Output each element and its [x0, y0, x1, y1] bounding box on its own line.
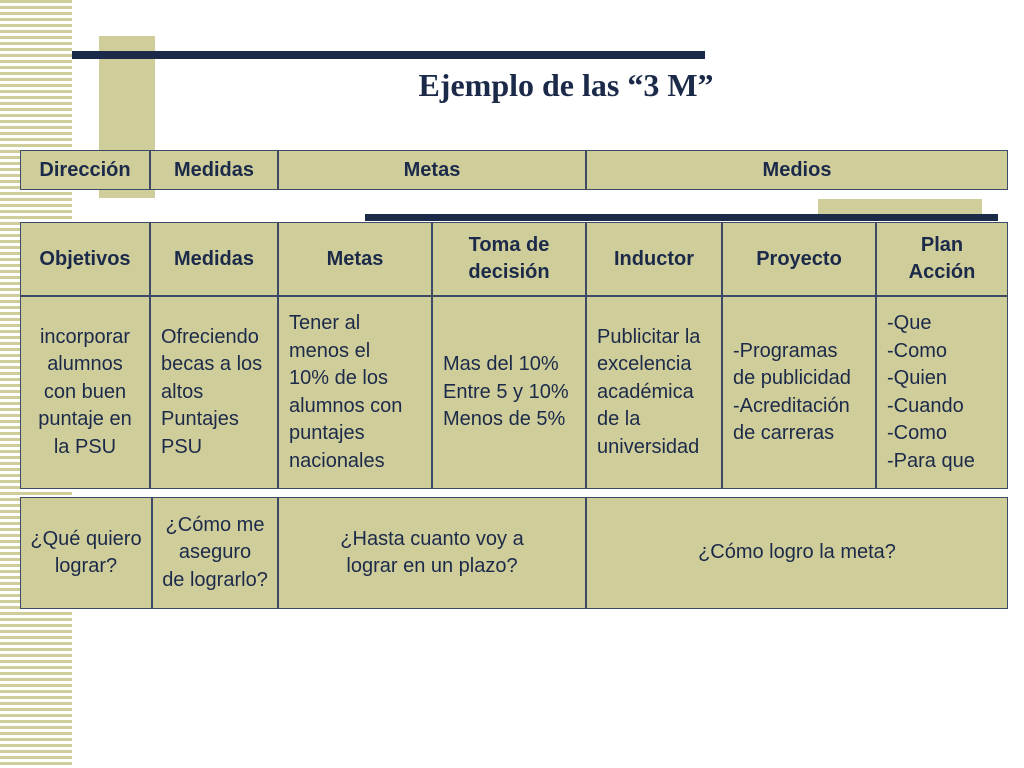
content-cell-proyecto — [722, 296, 876, 489]
question-cell-como-me-aseguro — [152, 497, 278, 609]
decorative-navy-bar-mid — [365, 214, 998, 221]
content-cell-plan-accion — [876, 296, 1008, 489]
content-text-metas: Tener al menos el 10% de los alumnos con puntajes nacionales — [289, 312, 403, 472]
header-cell-metas — [278, 222, 432, 296]
question-text-como-me-aseguro: ¿Cómo me aseguro de lograrlo? — [162, 513, 268, 591]
header-cell-inductor — [586, 222, 722, 296]
top-label-medidas: Medidas — [173, 158, 255, 181]
top-cell-medios — [586, 150, 1008, 190]
content-text-medidas: Ofreciendo becas a los altos Puntajes PSU — [161, 325, 263, 458]
content-text-proyecto: -Programas de publicidad -Acreditación de carreras — [733, 339, 851, 444]
content-text-plan-accion: -Que -Como -Quien -Cuando -Como -Para que — [887, 312, 975, 472]
question-cell-hasta-cuanto — [278, 497, 586, 609]
content-cell-medidas — [150, 296, 278, 489]
top-label-medios: Medios — [762, 158, 832, 181]
content-cell-inductor — [586, 296, 722, 489]
header-label-medidas: Medidas — [173, 247, 255, 270]
header-label-metas: Metas — [326, 247, 384, 270]
question-text-como-logro: ¿Cómo logro la meta? — [698, 541, 896, 564]
slide-title: Ejemplo de las “3 M” — [418, 67, 714, 103]
question-cell-que-quiero-lograr — [20, 497, 152, 609]
top-cell-metas — [278, 150, 586, 190]
header-label-toma-de-decision: Toma de decisión — [468, 234, 550, 283]
question-text-hasta-cuanto: ¿Hasta cuanto voy a lograr en un plazo? — [340, 527, 524, 577]
header-cell-objetivos — [20, 222, 150, 296]
top-cell-direccion — [20, 150, 150, 190]
content-cell-objetivos — [20, 296, 150, 489]
question-text-que-quiero-lograr: ¿Qué quiero lograr? — [30, 527, 142, 577]
content-cell-metas — [278, 296, 432, 489]
header-cell-medidas — [150, 222, 278, 296]
top-label-metas: Metas — [403, 158, 461, 181]
content-cell-toma-de-decision — [432, 296, 586, 489]
header-label-objetivos: Objetivos — [39, 247, 131, 270]
top-cell-medidas — [150, 150, 278, 190]
decorative-navy-bar-top — [72, 51, 705, 59]
header-label-inductor: Inductor — [614, 247, 694, 270]
content-text-objetivos: incorporar alumnos con buen puntaje en la PSU — [38, 325, 132, 458]
top-label-direccion: Dirección — [39, 158, 131, 181]
content-text-toma-de-decision: Mas del 10% Entre 5 y 10% Menos de 5% — [443, 353, 569, 431]
header-label-proyecto: Proyecto — [756, 247, 842, 270]
header-label-plan-accion: Plan Acción — [908, 234, 976, 283]
header-cell-plan-accion — [876, 222, 1008, 296]
question-cell-como-logro — [586, 497, 1008, 609]
header-cell-toma-de-decision — [432, 222, 586, 296]
content-text-inductor: Publicitar la excelencia académica de la universidad — [597, 325, 701, 458]
header-cell-proyecto — [722, 222, 876, 296]
